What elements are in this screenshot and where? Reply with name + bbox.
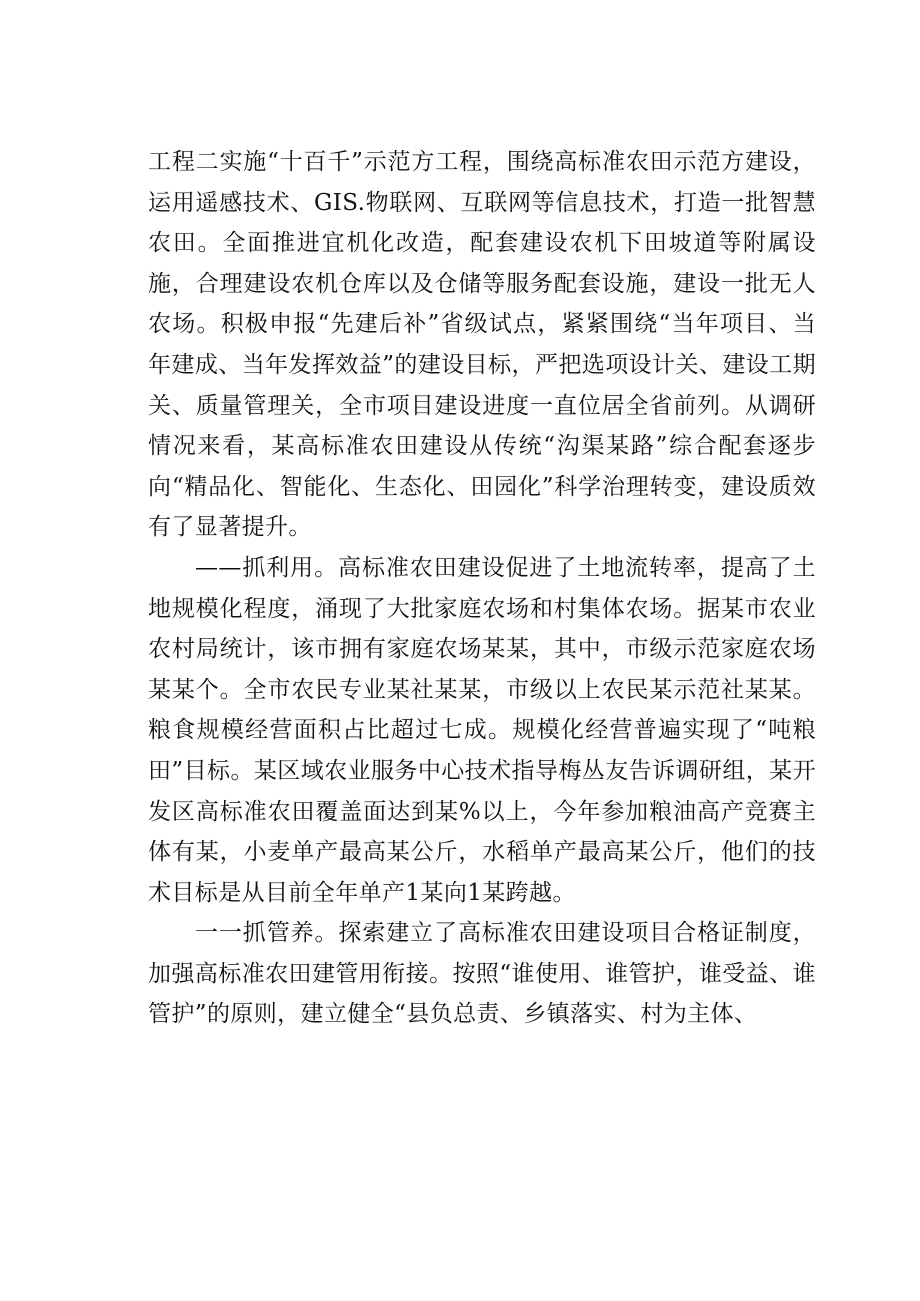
paragraph-3: 一一抓管养。探索建立了高标准农田建设项目合格证制度，加强高标准农田建管用衔接。按照“谁使用、谁管护，谁受益、谁管护”的原则，建立健全“县负总责、乡镇落实、村为主体、 [148,920,816,1028]
paragraph-2: ——抓利用。高标准农田建设促进了土地流转率，提高了土地规模化程度，涌现了大批家庭农场和村集体农场。据某市农业农村局统计，该市拥有家庭农场某某，其中，市级示范家庭农场某某个。全市农民专业某社某某，市级以上农民某示范社某某。粮食规模经营面积占比超过七成。规模化经营普遍实现了“吨粮田”目标。某区域农业服务中心技术指导梅丛友告诉调研组，某开发区高标准农田覆盖面达到某%以上，今年参加粮油高产竞赛主体有某，小麦单产最高某公斤，水稻单产最高某公斤，他们的技术目标是从目前全年单产1某向1某跨越。 [148,554,816,906]
paragraph-1: 工程二实施“十百千”示范方工程，围绕高标准农田示范方建设，运用遥感技术、GIS.物联网、互联网等信息技术，打造一批智慧农田。全面推进宜机化改造，配套建设农机下田坡道等附属设施，合理建设农机仓库以及仓储等服务配套设施，建设一批无人农场。积极申报“先建后补”省级试点，紧紧围绕“当年项目、当年建成、当年发挥效益”的建设目标，严把选项设计关、建设工期关、质量管理关，全市项目建设进度一直位居全省前列。从调研情况来看，某高标准农田建设从传统“沟渠某路”综合配套逐步向“精品化、智能化、生态化、田园化”科学治理转变，建设质效有了显著提升。 [148,149,816,541]
document-body [148,142,816,1035]
